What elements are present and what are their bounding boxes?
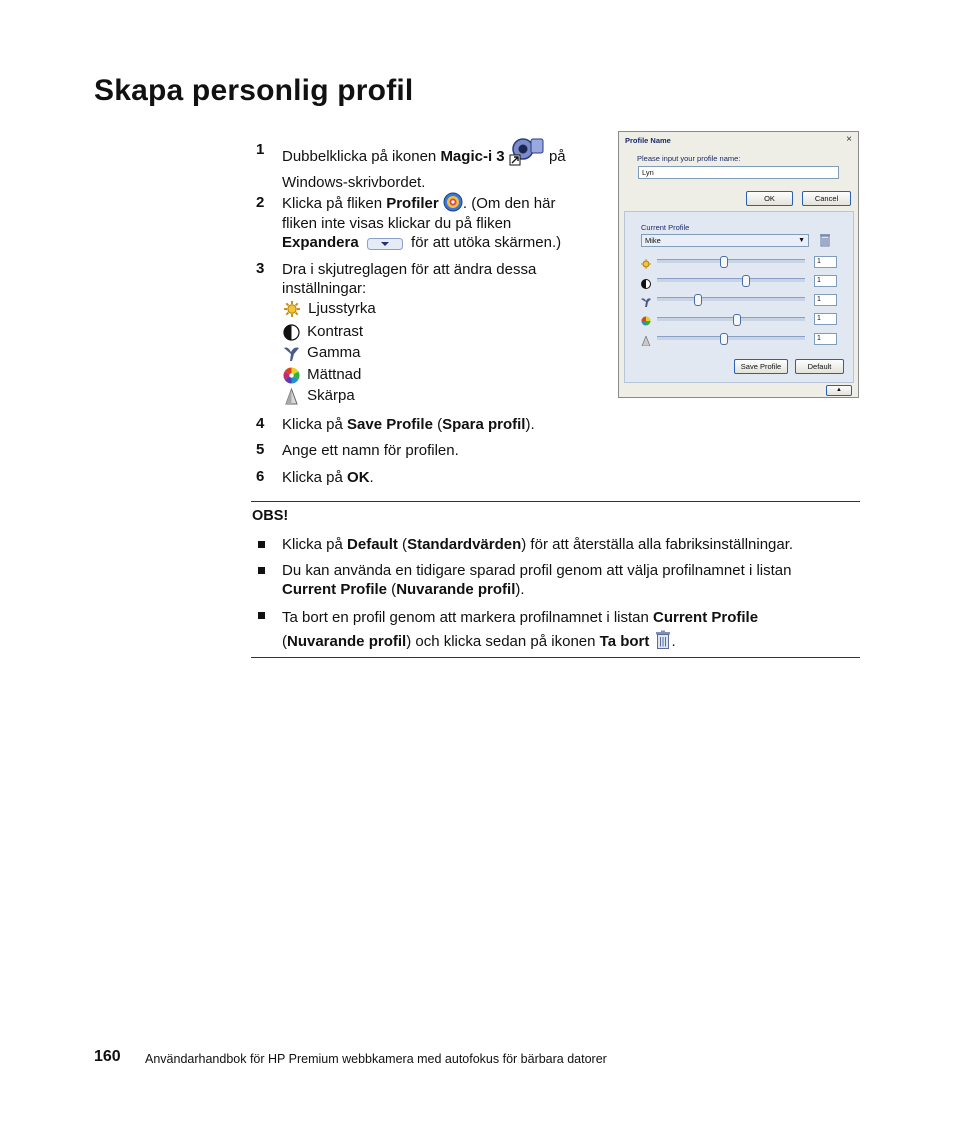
default-button[interactable]: Default	[795, 359, 844, 374]
divider	[251, 501, 860, 502]
page-number: 160	[94, 1048, 121, 1065]
gamma-icon	[283, 345, 300, 362]
step-text: Ange ett namn för profilen.	[282, 442, 459, 459]
step-number: 4	[256, 415, 265, 432]
slider-thumb[interactable]	[694, 294, 702, 306]
obs-bullet-text: Klicka på Default (Standardvärden) för att återställa alla fabriksinställningar.	[282, 536, 794, 553]
slider-thumb[interactable]	[720, 333, 728, 345]
current-profile-label: Current Profile	[641, 223, 690, 232]
sun-icon	[283, 300, 301, 318]
dialog-close-button[interactable]: ×	[846, 134, 852, 145]
expand-icon	[367, 236, 403, 248]
brightness-value[interactable]: 1	[814, 256, 837, 268]
contrast-value[interactable]: 1	[814, 275, 837, 287]
step-text: Klicka på fliken Profiler . (Om den här fliken inte visas klickar du på fliken Expandera för att utöka skärmen.)	[282, 194, 592, 252]
save-profile-button[interactable]: Save Profile	[734, 359, 788, 374]
step-text: Klicka på Save Profile (Spara profil).	[282, 416, 535, 433]
step-number: 5	[256, 441, 265, 458]
gamma-small-icon	[641, 294, 651, 312]
sharpness-value[interactable]: 1	[814, 333, 837, 345]
setting-contrast: Kontrast	[283, 323, 363, 341]
slider-thumb[interactable]	[720, 256, 728, 268]
step-number: 6	[256, 468, 265, 485]
setting-saturation: Mättnad	[283, 366, 361, 384]
slider-thumb[interactable]	[742, 275, 750, 287]
contrast-icon	[283, 324, 300, 341]
sharpness-slider[interactable]	[657, 336, 805, 340]
step-text: Dubbelklicka på ikonen Magic-i 3 på Windows-skrivbordet.	[282, 141, 602, 192]
dialog-title: Profile Name	[625, 136, 671, 145]
saturation-value[interactable]: 1	[814, 313, 837, 325]
collapse-button[interactable]: ▲	[826, 385, 852, 396]
step-number: 3	[256, 260, 265, 277]
setting-brightness: Ljusstyrka	[283, 300, 376, 318]
obs-heading: OBS!	[252, 508, 289, 524]
step-number: 2	[256, 194, 265, 211]
saturation-small-icon	[641, 313, 651, 331]
page-title: Skapa personlig profil	[94, 74, 414, 107]
brightness-small-icon	[641, 256, 651, 274]
gamma-slider[interactable]	[657, 297, 805, 301]
obs-bullet-text: Ta bort en profil genom att markera profilnamnet i listan Current Profile (Nuvarande profil) och klicka sedan på ikonen Ta bort .	[282, 609, 759, 650]
step-text: Dra i skjutreglagen för att ändra dessa inställningar:	[282, 261, 537, 297]
setting-gamma: Gamma	[283, 344, 361, 362]
gamma-value[interactable]: 1	[814, 294, 837, 306]
bullet	[258, 612, 265, 619]
bullet	[258, 567, 265, 574]
step-text: Klicka på OK.	[282, 469, 374, 486]
current-profile-select[interactable]: Mike ▼	[641, 234, 809, 247]
setting-sharpness: Skärpa	[283, 387, 355, 405]
cancel-button[interactable]: Cancel	[802, 191, 851, 206]
color-wheel-icon	[283, 367, 300, 384]
profile-name-input[interactable]: Lyn	[638, 166, 839, 179]
profiles-tab-icon	[443, 192, 463, 212]
saturation-slider[interactable]	[657, 317, 805, 321]
slider-thumb[interactable]	[733, 314, 741, 326]
delete-trash-icon[interactable]	[819, 233, 831, 249]
ok-button[interactable]: OK	[746, 191, 793, 206]
divider	[251, 657, 860, 658]
brightness-slider[interactable]	[657, 259, 805, 263]
bullet	[258, 541, 265, 548]
step-number: 1	[256, 141, 265, 158]
obs-bullet-text: Du kan använda en tidigare sparad profil genom att välja profilnamnet i listan Current Profile (Nuvarande profil).	[282, 562, 792, 598]
sharpness-icon	[283, 388, 300, 405]
sharpness-small-icon	[641, 333, 651, 351]
trash-icon	[654, 630, 672, 650]
footer-text: Användarhandbok för HP Premium webbkamera med autofokus för bärbara datorer	[145, 1052, 607, 1066]
contrast-small-icon	[641, 276, 651, 294]
dialog-prompt: Please input your profile name:	[637, 154, 741, 163]
contrast-slider[interactable]	[657, 278, 805, 282]
magic-i-3-icon	[509, 135, 545, 167]
